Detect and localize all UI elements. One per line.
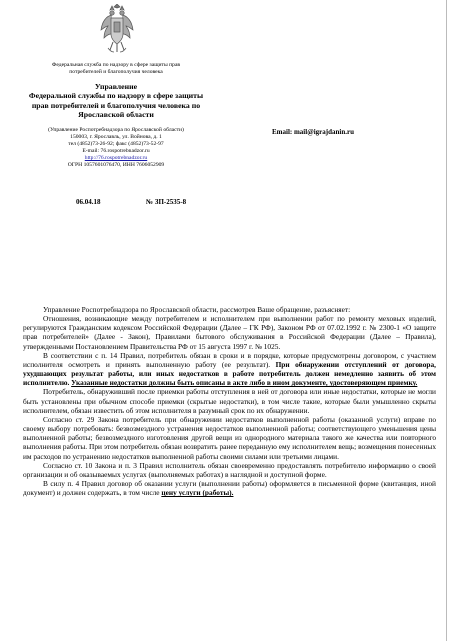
ogrn-inn: ОГРН 1057601076470, ИНН 7606052909 (67, 162, 165, 169)
page-edge-divider (446, 0, 447, 641)
coat-of-arms-emblem (100, 4, 134, 56)
agency-line: Федеральная служба по надзору в сфере защиты прав (51, 62, 181, 68)
paragraph-text: В силу п. 4 Правил договор об оказании услуги (выполнении работы) оформляется в письменной форме (квитанция, иной документ) и должен содержать, в том числе (23, 478, 436, 498)
bold-underlined-text: Указанные недостатки должны быть описаны в акте либо в ином документе, удостоверяющем приемку. (71, 378, 418, 388)
letter-body (23, 305, 436, 497)
department-line: Федеральной службы по надзору в сфере защиты (28, 91, 204, 101)
paragraph (23, 351, 436, 388)
paragraph: Согласно ст. 29 Закона потребитель при обнаружении недостатков выполненной работы (оказанной услуги) вправе по своему выбору потребовать: безвозмездного устранения недостатков выполненной работы; соответствующего уменьшения цены выполненной работы; безвозмездного изготовления другой вещи из однородного материала такого же качества или повторного выполнения работы. При этом потребитель обязан возвратить ранее переданную ему исполнителем вещь; возмещения понесенных им расходов по устранению недостатков выполненной работы своими силами или третьими лицами. (23, 414, 436, 461)
website-link[interactable]: http://76.rospotrebnadzor.ru (84, 155, 148, 162)
department-line: Ярославской области (78, 110, 154, 120)
paragraph-text: В соответствии с п. 14 Правил, потребитель обязан в сроки и в порядке, которые предусмотрены договором, с участием исполнителя осмотреть и принять выполненную работу (ее результат). (23, 350, 436, 369)
department-line: прав потребителей и благополучия человека по (31, 100, 201, 110)
document-date: 06.04.18 (76, 198, 101, 206)
short-name: (Управление Роспотребнадзора по Ярославской области) (48, 127, 184, 133)
postal-address: 150003, г. Ярославль, ул. Войнова, д. 1 (70, 134, 162, 141)
agency-name (16, 62, 216, 76)
paragraph (23, 479, 436, 497)
department-line: Управление (94, 82, 138, 91)
agency-line: потребителей и благополучия человека (69, 69, 163, 76)
email-line: E-mail: 76.rospotrebnadzor.ru (82, 148, 150, 155)
department-title (16, 82, 216, 120)
document-number: № ЗП-2535-8 (146, 198, 187, 206)
paragraph: Согласно ст. 10 Закона и п. 3 Правил исполнитель обязан своевременно предоставлять потребителю информацию о своей организации и об оказываемых услугах (выполняемых работах) в наглядной и доступной форме. (23, 460, 436, 479)
recipient-email: Email: mail@igrajdanin.ru (272, 128, 354, 136)
department-contacts (16, 127, 216, 170)
phone-fax: тел (4852)73-26-92; факс (4852)73-52-97 (68, 141, 164, 148)
paragraph: Отношения, возникающие между потребителем и исполнителем при выполнении работ по ремонту меховых изделий, регулируются Гражданским кодексом Российской Федерации (Далее – ГК РФ), Законом РФ от 07.02.1992 г. № 2300-1 «О защите прав потребителей» (Далее - Закон), Правилами бытового обслуживания в Российской Федерации (Далее – Правила), утвержденными Постановлением Правительства РФ от 15 августа 1997 г. № 1025. (23, 314, 436, 351)
bold-text: При обнаружении отступлений от договора, ухудшающих результат работы, или иных недостатков в работе потребитель должен немедленно заявить об этом исполнителю. (23, 359, 436, 388)
paragraph: Управление Роспотребнадзора по Ярославской области, рассмотрев Ваше обращение, разъясняет: (43, 305, 351, 314)
bold-underlined-text: цену услуги (работы). (161, 488, 234, 498)
paragraph: Потребитель, обнаруживший после приемки работы отступления в ней от договора или иные недостатки, которые не могли быть установлены при обычном способе приемки (скрытые недостатки), в том числе такие, которые были умышленно скрыты исполнителем, обязан известить об этом исполнителя в разумный срок по их обнаружении. (23, 387, 436, 415)
